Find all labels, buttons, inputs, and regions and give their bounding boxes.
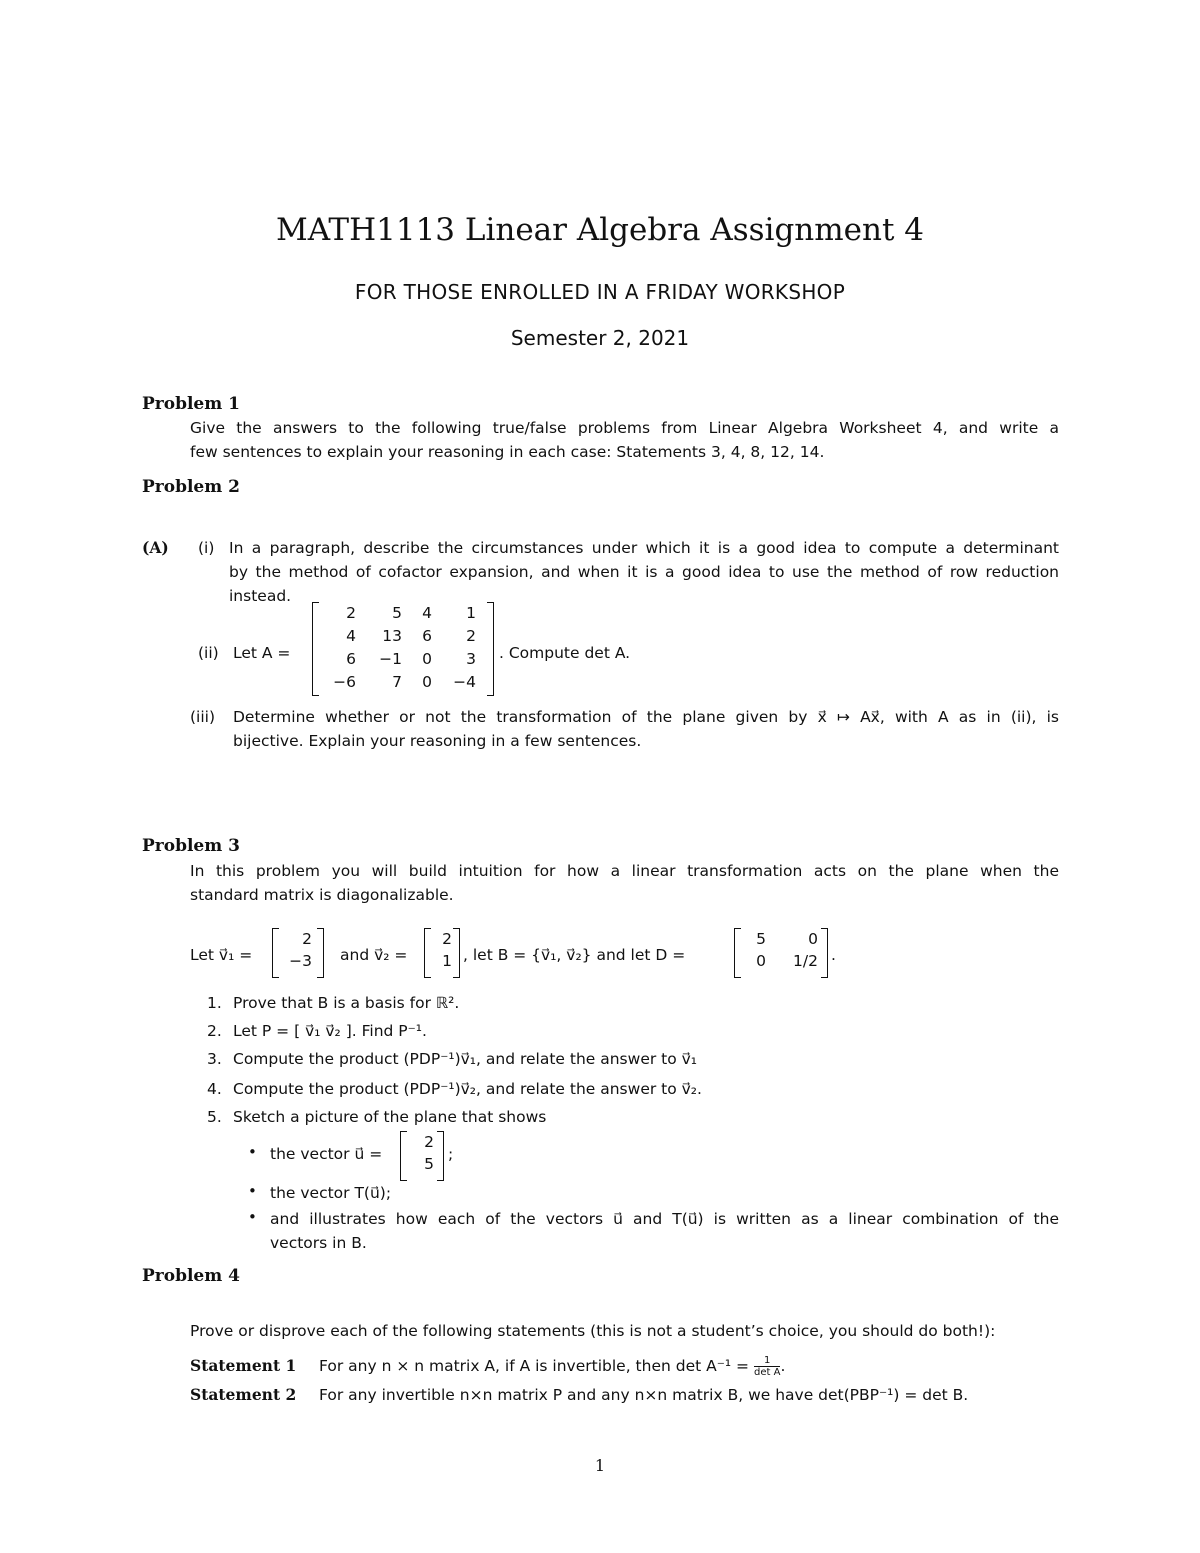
- problem-4-heading: Problem 4: [142, 1266, 240, 1286]
- part-iii-line-1: Determine whether or not the transformation of the plane given by x⃗ ↦ Ax⃗, with A as in (ii), is: [233, 708, 1059, 726]
- vector-u: [400, 1131, 444, 1181]
- problem-3-intro-2: standard matrix is diagonalizable.: [190, 886, 454, 904]
- part-iii-line-2: bijective. Explain your reasoning in a few sentences.: [233, 732, 642, 750]
- bullet-2-text: the vector T(u⃗);: [270, 1184, 392, 1202]
- let-b-label: , let B = {v⃗₁, v⃗₂} and let D =: [463, 946, 686, 964]
- statement-2-label: Statement 2: [190, 1385, 297, 1404]
- vector-v2-right-bracket: [453, 928, 460, 978]
- matrix-d-cell: 0: [756, 952, 766, 970]
- matrix-a-cell: 0: [422, 650, 432, 668]
- vector-u-entry: 2: [424, 1133, 434, 1151]
- page-title: MATH1113 Linear Algebra Assignment 4: [275, 212, 925, 248]
- matrix-a-cell: −1: [379, 650, 402, 668]
- item-number: 2.: [207, 1022, 222, 1040]
- matrix-d-right-bracket: [821, 928, 828, 978]
- semester-label: Semester 2, 2021: [510, 326, 690, 350]
- part-ii-let: Let A =: [233, 644, 291, 662]
- problem-1-line-1: Give the answers to the following true/false problems from Linear Algebra Worksheet 4, and write a: [190, 419, 1059, 437]
- problem-1-line-2: few sentences to explain your reasoning in each case: Statements 3, 4, 8, 12, 14.: [190, 443, 825, 461]
- statement-1-label: Statement 1: [190, 1356, 297, 1375]
- part-i-line-1: In a paragraph, describe the circumstances under which it is a good idea to compute a determinant: [229, 539, 1059, 557]
- vector-u-right-bracket: [437, 1131, 444, 1181]
- vector-v1-left-bracket: [272, 928, 279, 978]
- d-period: .: [831, 946, 836, 964]
- part-i-line-3: instead.: [229, 587, 292, 605]
- vector-v1: [272, 928, 324, 978]
- part-ii-after: . Compute det A.: [499, 644, 631, 662]
- item-text: Let P = [ v⃗₁ v⃗₂ ]. Find P⁻¹.: [233, 1022, 427, 1040]
- matrix-a-cell: 2: [466, 627, 476, 645]
- matrix-d: [734, 928, 828, 978]
- matrix-a-cell: 3: [466, 650, 476, 668]
- bullet-3-line-2: vectors in B.: [270, 1234, 367, 1252]
- matrix-a: [312, 602, 494, 696]
- matrix-a-cell: 1: [466, 604, 476, 622]
- bullet-1-post: ;: [448, 1145, 454, 1163]
- item-text: Compute the product (PDP⁻¹)v⃗₂, and relate the answer to v⃗₂.: [233, 1080, 702, 1098]
- bullet-icon: •: [248, 1182, 257, 1200]
- vector-v2-left-bracket: [424, 928, 431, 978]
- matrix-a-cell: 4: [422, 604, 432, 622]
- and-v2-label: and v⃗₂ =: [340, 946, 408, 964]
- part-a-label: (A): [142, 538, 169, 557]
- bullet-1-text: the vector u⃗ =: [270, 1145, 383, 1163]
- bullet-icon: •: [248, 1143, 257, 1161]
- fraction: [754, 1355, 780, 1378]
- vector-v1-right-bracket: [317, 928, 324, 978]
- item-number: 5.: [207, 1108, 222, 1126]
- matrix-a-cell: 0: [422, 673, 432, 691]
- fraction-numerator: 1: [754, 1355, 780, 1367]
- part-i-label: (i): [198, 539, 215, 557]
- part-iii-label: (iii): [190, 708, 216, 726]
- matrix-a-cell: 6: [346, 650, 356, 668]
- matrix-a-cell: −4: [453, 673, 476, 691]
- statement-1-text: [319, 1354, 785, 1378]
- problem-1-heading: Problem 1: [142, 394, 240, 414]
- matrix-a-cell: 13: [382, 627, 402, 645]
- part-i-line-2: by the method of cofactor expansion, and when it is a good idea to use the method of row reduction: [229, 563, 1059, 581]
- statement-1-body: For any n × n matrix A, if A is invertible, then det A⁻¹ =: [319, 1357, 750, 1375]
- item-text: Prove that B is a basis for ℝ².: [233, 994, 460, 1012]
- part-ii-label: (ii): [198, 644, 219, 662]
- vector-u-entry: 5: [424, 1155, 434, 1173]
- statement-2-text: For any invertible n×n matrix P and any n×n matrix B, we have det(PBP⁻¹) = det B.: [319, 1386, 969, 1404]
- statement-1-end: .: [780, 1357, 786, 1375]
- matrix-a-cell: 4: [346, 627, 356, 645]
- vector-v2-entry: 2: [442, 930, 452, 948]
- problem-3-intro-1: In this problem you will build intuition for how a linear transformation acts on the plane when the: [190, 862, 1059, 880]
- matrix-d-cell: 1/2: [793, 952, 818, 970]
- problem-4-intro: Prove or disprove each of the following statements (this is not a student’s choice, you should do both!):: [190, 1322, 996, 1340]
- matrix-d-left-bracket: [734, 928, 741, 978]
- item-number: 3.: [207, 1050, 222, 1068]
- vector-v1-entry: −3: [289, 952, 312, 970]
- matrix-a-cell: −6: [333, 673, 356, 691]
- item-text: Compute the product (PDP⁻¹)v⃗₁, and relate the answer to v⃗₁: [233, 1050, 698, 1068]
- page-subtitle: FOR THOSE ENROLLED IN A FRIDAY WORKSHOP: [354, 280, 846, 304]
- item-number: 1.: [207, 994, 222, 1012]
- vector-u-left-bracket: [400, 1131, 407, 1181]
- page-number: 1: [594, 1456, 606, 1475]
- vector-v1-entry: 2: [302, 930, 312, 948]
- matrix-d-cell: 0: [808, 930, 818, 948]
- matrix-a-cell: 7: [392, 673, 402, 691]
- matrix-a-cell: 6: [422, 627, 432, 645]
- bullet-3-line-1: and illustrates how each of the vectors u⃗ and T(u⃗) is written as a linear combination of the: [270, 1210, 1059, 1228]
- matrix-d-cell: 5: [756, 930, 766, 948]
- vector-v2: [424, 928, 460, 978]
- matrix-a-cell: 2: [346, 604, 356, 622]
- let-v1-label: Let v⃗₁ =: [190, 946, 253, 964]
- problem-2-heading: Problem 2: [142, 477, 240, 497]
- item-text: Sketch a picture of the plane that shows: [233, 1108, 547, 1126]
- vector-v2-entry: 1: [442, 952, 452, 970]
- matrix-a-right-bracket: [487, 602, 494, 696]
- bullet-icon: •: [248, 1208, 257, 1226]
- fraction-denominator: det A: [753, 1367, 781, 1378]
- problem-3-heading: Problem 3: [142, 836, 240, 856]
- matrix-a-left-bracket: [312, 602, 319, 696]
- matrix-a-cell: 5: [392, 604, 402, 622]
- item-number: 4.: [207, 1080, 222, 1098]
